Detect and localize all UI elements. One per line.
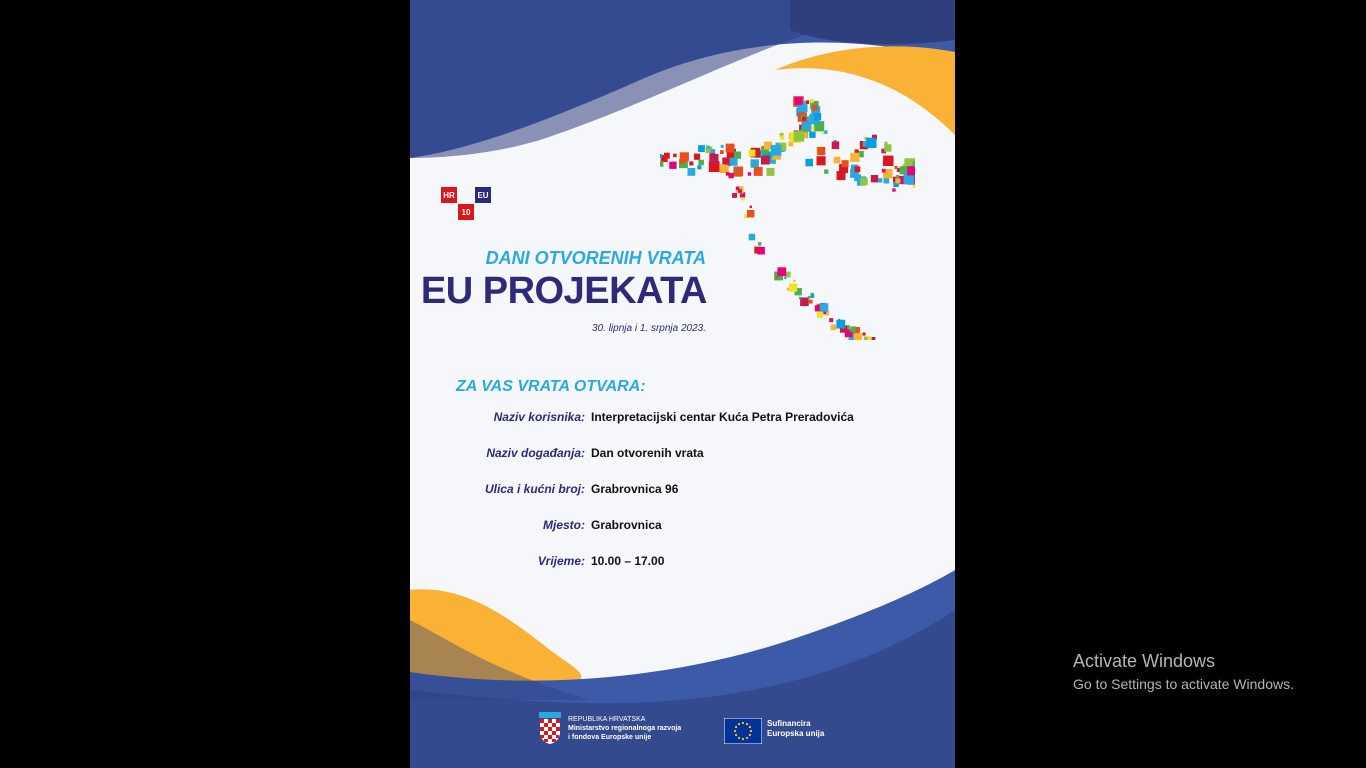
ministry-text [568,715,681,742]
detail-value: Interpretacijski centar Kuća Petra Preradovića [591,410,854,424]
logo-hr: HR [441,187,457,203]
ministry-line-3: i fondova Europske unije [568,734,652,741]
croatian-coat-of-arms-icon [538,712,562,744]
ministry-logo [538,712,718,748]
watermark-subtitle: Go to Settings to activate Windows. [1073,676,1294,692]
hr-eu-10-logo [441,187,493,221]
detail-value: Grabrovnica 96 [591,482,679,496]
detail-row-beneficiary [410,410,955,430]
event-dates: 30. lipnja i 1. srpnja 2023. [592,323,706,334]
poster [410,0,955,768]
poster-subtitle: DANI OTVORENIH VRATA [485,248,706,268]
windows-activation-watermark [1073,651,1294,692]
ministry-line-1: REPUBLIKA HRVATSKA [568,716,646,723]
watermark-title: Activate Windows [1073,651,1216,671]
detail-label: Vrijeme: [537,554,585,568]
poster-title: EU PROJEKATA [420,270,707,312]
logo-10: 10 [458,204,474,220]
detail-row-time [410,554,955,574]
detail-label: Naziv korisnika: [493,410,585,424]
eu-line-1: Sufinancira [767,719,811,728]
eu-flag-icon [724,718,762,744]
detail-value: Grabrovnica [591,518,662,532]
detail-value: Dan otvorenih vrata [591,446,704,460]
detail-row-event [410,446,955,466]
ministry-line-2: Ministarstvo regionalnoga razvoja [568,725,682,732]
detail-label: Naziv događanja: [486,446,585,460]
eu-line-2: Europska unija [767,729,825,738]
opens-heading: ZA VAS VRATA OTVARA: [456,378,646,395]
logo-eu: EU [475,187,491,203]
detail-label: Ulica i kućni broj: [484,482,585,496]
detail-row-address [410,482,955,502]
detail-row-place [410,518,955,538]
detail-value: 10.00 – 17.00 [591,554,665,568]
detail-label: Mjesto: [543,518,585,532]
eu-cofunded-logo [724,718,834,744]
eu-text [767,719,824,739]
